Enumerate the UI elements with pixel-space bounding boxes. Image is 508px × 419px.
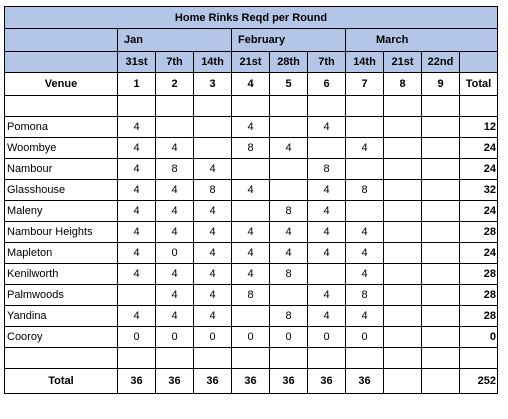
rinks-value: 4 — [270, 138, 308, 159]
rinks-value: 4 — [232, 243, 270, 264]
rinks-value: 4 — [308, 222, 346, 243]
rinks-table — [4, 6, 498, 394]
rinks-value — [422, 117, 460, 138]
rinks-value — [270, 159, 308, 180]
rinks-value — [270, 117, 308, 138]
date-cell: 22nd — [422, 52, 460, 73]
rinks-value — [384, 306, 422, 327]
rinks-value: 4 — [194, 243, 232, 264]
rinks-value: 8 — [156, 159, 194, 180]
column-total — [422, 369, 460, 394]
rinks-value: 4 — [346, 306, 384, 327]
table-row — [5, 285, 498, 306]
blank-cell — [118, 348, 156, 369]
rinks-value — [422, 264, 460, 285]
rinks-value: 4 — [118, 222, 156, 243]
row-total: 24 — [460, 159, 498, 180]
rinks-value: 4 — [308, 180, 346, 201]
round-header: 1 — [118, 73, 156, 96]
title-row — [5, 7, 498, 29]
row-total: 28 — [460, 285, 498, 306]
rinks-value — [308, 264, 346, 285]
rinks-value: 4 — [118, 117, 156, 138]
month-february: February — [232, 29, 346, 52]
rinks-value: 4 — [156, 180, 194, 201]
date-cell: 21st — [384, 52, 422, 73]
rinks-value: 4 — [156, 201, 194, 222]
rinks-value: 4 — [194, 201, 232, 222]
row-total: 28 — [460, 264, 498, 285]
rinks-value: 0 — [156, 243, 194, 264]
table-row — [5, 306, 498, 327]
rinks-value — [422, 285, 460, 306]
row-total: 24 — [460, 201, 498, 222]
rinks-value — [232, 159, 270, 180]
blank-cell — [5, 348, 118, 369]
round-header: 6 — [308, 73, 346, 96]
column-total: 36 — [118, 369, 156, 394]
date-cell: 31st — [118, 52, 156, 73]
table-row — [5, 327, 498, 348]
rinks-value: 4 — [232, 222, 270, 243]
blank-cell — [270, 96, 308, 117]
totals-label: Total — [5, 369, 118, 394]
column-total — [384, 369, 422, 394]
date-cell: 7th — [308, 52, 346, 73]
venue-name: Pomona — [5, 117, 118, 138]
dates-row — [5, 52, 498, 73]
column-total: 36 — [156, 369, 194, 394]
grand-total: 252 — [460, 369, 498, 394]
rinks-value: 0 — [308, 327, 346, 348]
round-header: 5 — [270, 73, 308, 96]
rinks-value — [232, 201, 270, 222]
rinks-value: 0 — [194, 327, 232, 348]
dates-spacer — [5, 52, 118, 73]
rinks-value: 8 — [232, 138, 270, 159]
rinks-value — [156, 117, 194, 138]
month-march: March — [346, 29, 498, 52]
round-header: 3 — [194, 73, 232, 96]
table-row — [5, 201, 498, 222]
rinks-value: 4 — [194, 222, 232, 243]
row-total: 28 — [460, 222, 498, 243]
rinks-value — [384, 159, 422, 180]
date-cell: 28th — [270, 52, 308, 73]
rinks-value: 4 — [232, 117, 270, 138]
rinks-value — [384, 285, 422, 306]
round-header: 4 — [232, 73, 270, 96]
blank-cell — [156, 348, 194, 369]
venue-name: Woombye — [5, 138, 118, 159]
rinks-value — [384, 264, 422, 285]
rinks-value — [422, 159, 460, 180]
rinks-value: 4 — [194, 159, 232, 180]
round-header: 2 — [156, 73, 194, 96]
rinks-value — [422, 138, 460, 159]
rinks-value: 8 — [346, 285, 384, 306]
rinks-value: 4 — [270, 222, 308, 243]
rinks-value — [422, 327, 460, 348]
blank-row — [5, 348, 498, 369]
rinks-value — [384, 201, 422, 222]
table-row — [5, 222, 498, 243]
rinks-value: 8 — [346, 180, 384, 201]
rinks-value — [422, 201, 460, 222]
column-total: 36 — [194, 369, 232, 394]
rinks-value: 4 — [346, 243, 384, 264]
rinks-value: 4 — [308, 201, 346, 222]
row-total: 32 — [460, 180, 498, 201]
rinks-value — [270, 285, 308, 306]
blank-cell — [422, 96, 460, 117]
rinks-value: 4 — [156, 285, 194, 306]
blank-cell — [346, 348, 384, 369]
venue-name: Palmwoods — [5, 285, 118, 306]
dates-total-spacer — [460, 52, 498, 73]
rinks-value — [384, 117, 422, 138]
table-row — [5, 243, 498, 264]
row-total: 28 — [460, 306, 498, 327]
round-header: 9 — [422, 73, 460, 96]
month-spacer — [5, 29, 118, 52]
blank-cell — [460, 96, 498, 117]
venue-header: Venue — [5, 73, 118, 96]
column-total: 36 — [346, 369, 384, 394]
date-cell: 14th — [194, 52, 232, 73]
venue-name: Glasshouse — [5, 180, 118, 201]
rinks-value: 4 — [232, 180, 270, 201]
rinks-value: 4 — [270, 243, 308, 264]
blank-cell — [156, 96, 194, 117]
table-title: Home Rinks Reqd per Round — [5, 7, 498, 29]
rinks-value: 4 — [308, 117, 346, 138]
rinks-value — [118, 285, 156, 306]
rinks-value: 4 — [118, 264, 156, 285]
rinks-value: 4 — [118, 243, 156, 264]
venue-name: Maleny — [5, 201, 118, 222]
blank-cell — [5, 96, 118, 117]
rinks-value — [422, 306, 460, 327]
rinks-value — [384, 243, 422, 264]
rinks-value: 4 — [308, 243, 346, 264]
rinks-value: 4 — [156, 306, 194, 327]
blank-cell — [384, 348, 422, 369]
column-total: 36 — [270, 369, 308, 394]
row-total: 0 — [460, 327, 498, 348]
blank-cell — [194, 348, 232, 369]
rinks-value — [194, 138, 232, 159]
rinks-value — [384, 138, 422, 159]
rinks-value — [422, 180, 460, 201]
rinks-value: 4 — [346, 264, 384, 285]
round-header: 7 — [346, 73, 384, 96]
rinks-value: 4 — [118, 159, 156, 180]
venue-name: Cooroy — [5, 327, 118, 348]
blank-cell — [118, 96, 156, 117]
rinks-value: 4 — [346, 222, 384, 243]
rinks-value: 0 — [270, 327, 308, 348]
blank-cell — [194, 96, 232, 117]
rinks-value — [194, 117, 232, 138]
totals-row — [5, 369, 498, 394]
rinks-value — [384, 327, 422, 348]
date-cell: 14th — [346, 52, 384, 73]
blank-cell — [232, 348, 270, 369]
blank-cell — [346, 96, 384, 117]
rinks-value: 8 — [194, 180, 232, 201]
rinks-value: 4 — [118, 306, 156, 327]
blank-cell — [308, 348, 346, 369]
round-header: 8 — [384, 73, 422, 96]
rinks-value: 4 — [232, 264, 270, 285]
venue-name: Kenilworth — [5, 264, 118, 285]
venue-name: Nambour Heights — [5, 222, 118, 243]
total-header: Total — [460, 73, 498, 96]
table-row — [5, 159, 498, 180]
rinks-value: 4 — [118, 201, 156, 222]
rinks-value — [346, 201, 384, 222]
rinks-value: 4 — [156, 222, 194, 243]
rinks-value: 4 — [118, 180, 156, 201]
rinks-value — [346, 159, 384, 180]
blank-cell — [232, 96, 270, 117]
table-row — [5, 180, 498, 201]
rinks-value: 4 — [118, 138, 156, 159]
blank-cell — [308, 96, 346, 117]
column-total: 36 — [232, 369, 270, 394]
rinks-value — [270, 180, 308, 201]
rinks-value: 0 — [118, 327, 156, 348]
rinks-value: 0 — [232, 327, 270, 348]
rinks-value — [308, 138, 346, 159]
months-row — [5, 29, 498, 52]
rinks-value: 4 — [194, 285, 232, 306]
venue-name: Mapleton — [5, 243, 118, 264]
rinks-value: 4 — [308, 285, 346, 306]
blank-row — [5, 96, 498, 117]
month-jan: Jan — [118, 29, 232, 52]
rinks-value — [384, 180, 422, 201]
blank-cell — [460, 348, 498, 369]
rinks-value: 0 — [346, 327, 384, 348]
rinks-value: 0 — [156, 327, 194, 348]
date-cell: 7th — [156, 52, 194, 73]
rinks-value: 4 — [156, 264, 194, 285]
rinks-value — [384, 222, 422, 243]
rinks-value: 4 — [156, 138, 194, 159]
column-total: 36 — [308, 369, 346, 394]
blank-cell — [270, 348, 308, 369]
rinks-value — [422, 222, 460, 243]
rinks-value: 8 — [270, 264, 308, 285]
row-total: 24 — [460, 138, 498, 159]
rinks-value: 8 — [308, 159, 346, 180]
rinks-value: 4 — [346, 138, 384, 159]
rinks-value: 8 — [270, 306, 308, 327]
rinks-value: 8 — [270, 201, 308, 222]
rinks-value — [346, 117, 384, 138]
rinks-value: 4 — [194, 264, 232, 285]
table-row — [5, 264, 498, 285]
venue-name: Yandina — [5, 306, 118, 327]
row-total: 12 — [460, 117, 498, 138]
blank-cell — [422, 348, 460, 369]
rinks-value — [232, 306, 270, 327]
rinks-value: 4 — [308, 306, 346, 327]
venue-name: Nambour — [5, 159, 118, 180]
rinks-value: 4 — [194, 306, 232, 327]
blank-cell — [384, 96, 422, 117]
table-row — [5, 117, 498, 138]
column-header-row — [5, 73, 498, 96]
rinks-value: 8 — [232, 285, 270, 306]
date-cell: 21st — [232, 52, 270, 73]
row-total: 24 — [460, 243, 498, 264]
rinks-value — [422, 243, 460, 264]
table-row — [5, 138, 498, 159]
